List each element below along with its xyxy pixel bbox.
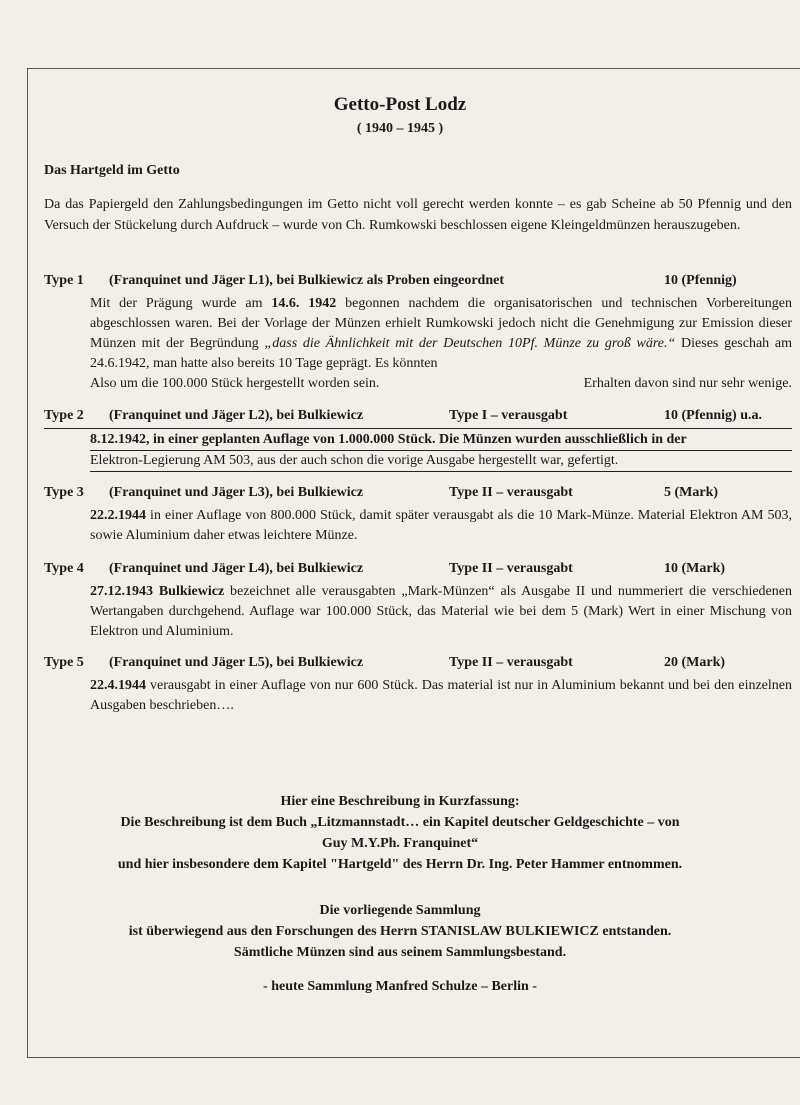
type-2-line-2: Elektron-Legierung AM 503, aus der auch schon die vorige Ausgabe hergestellt war, gefertigt. — [90, 451, 792, 472]
type-2-description — [90, 430, 792, 472]
type-4-description — [90, 582, 792, 642]
page-title: Getto-Post Lodz — [333, 94, 467, 115]
type-1-text-b: begonnen nachdem die organisatorischen und technischen Vorbereitungen abgeschlossen waren. Bei der Vorlage der Münzen erhielt Rumkowski jedoch nicht die Genehmigung zur Emission dieser Münzen mit der Begründung — [90, 296, 793, 351]
section-heading: Das Hartgeld im Getto — [44, 163, 180, 178]
type-1-date: 14.6. 1942 — [271, 296, 337, 311]
type-2-value: 10 (Pfennig) u.a. — [664, 408, 762, 423]
type-4-entry — [44, 561, 792, 642]
type-5-value: 20 (Mark) — [664, 655, 726, 670]
type-1-last-line — [90, 374, 792, 394]
closing-line: ist überwiegend aus den Forschungen des Herrn STANISLAW BULKIEWICZ entstanden. — [128, 924, 672, 939]
type-3-description — [90, 506, 792, 546]
type-3-status: Type II – verausgabt — [449, 485, 573, 500]
type-5-entry — [44, 655, 792, 716]
type-2-header — [44, 408, 792, 429]
type-5-label: Type 5 — [44, 655, 84, 670]
type-1-text-c: Dieses geschah am 24.6.1942, man hatte also bereits 10 Tage geprägt. Es könnten — [90, 336, 792, 371]
type-3-label: Type 3 — [44, 485, 84, 500]
closing-line: und hier insbesondere dem Kapitel "Hartgeld" des Herrn Dr. Ing. Peter Hammer entnommen. — [117, 857, 683, 872]
type-5-date: 22.4.1944 — [90, 678, 146, 693]
type-3-date: 22.2.1944 — [90, 508, 146, 523]
type-5-text: verausgabt in einer Auflage von nur 600 Stück. Das material ist nur in Aluminium bekannt und bei den einzelnen Ausgaben beschrieben…. — [90, 678, 792, 713]
type-3-text: in einer Auflage von 800.000 Stück, damit später verausgabt als die 10 Mark-Münze. Material Elektron AM 503, sowie Aluminium daher etwas leichtere Münze. — [90, 508, 792, 543]
type-2-label: Type 2 — [44, 408, 84, 423]
closing-source-note — [0, 791, 800, 875]
type-1-last-left: Also um die 100.000 Stück hergestellt worden sein. — [90, 376, 380, 391]
closing-line: Die Beschreibung ist dem Buch „Litzmannstadt… ein Kapitel deutscher Geldgeschichte – von — [120, 815, 680, 830]
type-5-header — [44, 655, 792, 675]
type-2-entry — [44, 408, 792, 472]
type-1-label: Type 1 — [44, 273, 84, 288]
type-4-date: 27.12.1943 Bulkiewicz — [90, 584, 225, 599]
type-1-quote: „dass die Ähnlichkeit mit der Deutschen 10Pf. Münze zu groß wäre.“ — [264, 336, 676, 351]
closing-line: Die vorliegende Sammlung — [319, 903, 481, 918]
type-4-name: (Franquinet und Jäger L4), bei Bulkiewicz — [109, 561, 364, 576]
type-1-last-right: Erhalten davon sind nur sehr wenige. — [583, 376, 792, 391]
type-2-name: (Franquinet und Jäger L2), bei Bulkiewicz — [109, 408, 364, 423]
intro-paragraph: Da das Papiergeld den Zahlungsbedingungen im Getto nicht voll gerecht werden konnte – es gab Scheine ab 50 Pfennig und den Versuch der Stückelung durch Aufdruck – wurde von Ch. Rumkowski beschlossen eigene Kleingeldmünzen herauszugeben. — [44, 197, 792, 233]
type-3-header — [44, 485, 792, 505]
closing-collection-note — [0, 900, 800, 963]
type-4-header — [44, 561, 792, 581]
type-1-text-a: Mit der Prägung wurde am — [90, 296, 272, 311]
closing-line: Hier eine Beschreibung in Kurzfassung: — [280, 794, 520, 809]
type-4-status: Type II – verausgabt — [449, 561, 573, 576]
type-4-label: Type 4 — [44, 561, 84, 576]
type-1-name: (Franquinet und Jäger L1), bei Bulkiewicz als Proben eingeordnet — [109, 273, 504, 288]
type-1-value: 10 (Pfennig) — [664, 273, 737, 288]
type-1-entry — [44, 273, 792, 394]
type-4-text: bezeichnet alle verausgabten „Mark-Münzen“ als Ausgabe II und nummeriert die verschiedenen Wertangaben durchgehend. Auflage war 100.000 Stück, das Material wie bei dem 5 (Mark) Wert in einer Mischung von Elektron und Aluminium. — [90, 584, 792, 639]
closing-line: Sämtliche Münzen sind aus seinem Sammlungsbestand. — [233, 945, 567, 960]
closing-line: Guy M.Y.Ph. Franquinet“ — [321, 836, 479, 851]
type-1-header — [44, 273, 792, 293]
type-4-value: 10 (Mark) — [664, 561, 726, 576]
type-5-status: Type II – verausgabt — [449, 655, 573, 670]
type-5-description — [90, 676, 792, 716]
type-3-value: 5 (Mark) — [664, 485, 719, 500]
type-2-status: Type I – verausgabt — [449, 408, 568, 423]
type-1-description — [90, 294, 792, 394]
type-5-name: (Franquinet und Jäger L5), bei Bulkiewicz — [109, 655, 364, 670]
type-2-line-1: 8.12.1942, in einer geplanten Auflage von 1.000.000 Stück. Die Münzen wurden ausschließlich in der — [90, 430, 792, 451]
closing-owner-note: - heute Sammlung Manfred Schulze – Berlin - — [263, 979, 537, 994]
page-subtitle: ( 1940 – 1945 ) — [356, 121, 444, 136]
type-3-name: (Franquinet und Jäger L3), bei Bulkiewicz — [109, 485, 364, 500]
type-3-entry — [44, 485, 792, 546]
